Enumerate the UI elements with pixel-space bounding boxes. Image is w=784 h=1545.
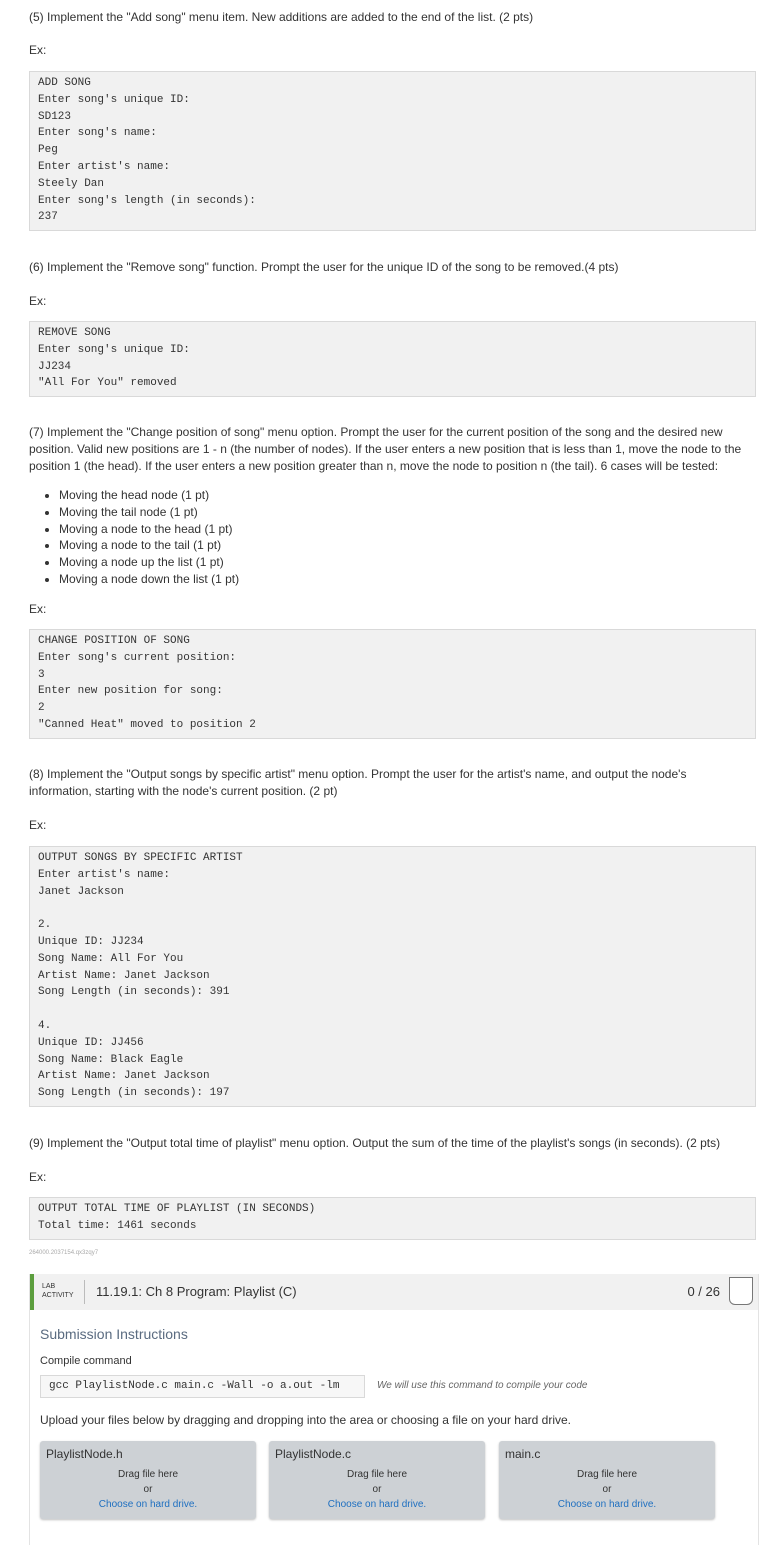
code-line: 2 xyxy=(38,702,45,715)
upload-instructions: Upload your files below by dragging and dropping into the area or choosing a file on your hard drive. xyxy=(40,1413,571,1427)
lab-activity-header xyxy=(30,1274,758,1310)
drag-hint: Drag file here xyxy=(346,1469,408,1480)
code-line: 2. xyxy=(38,919,52,932)
drag-hint: Drag file here xyxy=(117,1469,179,1480)
code-line xyxy=(38,1001,747,1018)
code-line: "Canned Heat" moved to position 2 xyxy=(38,718,256,731)
compile-command-label: Compile command xyxy=(40,1355,132,1367)
code-line: Steely Dan xyxy=(38,177,105,190)
list-item: • Moving the head node (1 pt) xyxy=(59,487,239,504)
code-line: Song Length (in seconds): 197 xyxy=(38,1087,230,1100)
code-line: JJ234 xyxy=(38,360,72,373)
file-name: PlaylistNode.h xyxy=(46,1447,123,1461)
section-6-code-block xyxy=(29,321,756,397)
code-line: Unique ID: JJ456 xyxy=(38,1036,144,1049)
list-item: • Moving a node to the tail (1 pt) xyxy=(59,537,239,554)
section-7-ex-label: Ex: xyxy=(29,602,47,616)
code-line: OUTPUT TOTAL TIME OF PLAYLIST (IN SECONDS) xyxy=(38,1203,316,1215)
watermark-id: 264000.2037154.qx3zqy7 xyxy=(29,1250,99,1256)
file-drop-zone-playlistnode-h[interactable] xyxy=(40,1441,256,1519)
code-line: Enter artist's name: xyxy=(38,160,171,173)
compile-command-note: We will use this command to compile your code xyxy=(377,1380,588,1391)
section-6-ex-label: Ex: xyxy=(29,294,47,308)
file-drop-zone-playlistnode-c[interactable] xyxy=(269,1441,485,1519)
code-line: 4. xyxy=(38,1019,52,1032)
header-divider xyxy=(84,1280,85,1304)
or-text: or xyxy=(143,1484,153,1495)
code-line: Enter song's unique ID: xyxy=(38,93,190,106)
list-item: • Moving a node up the list (1 pt) xyxy=(59,554,239,571)
code-line: Enter song's unique ID: xyxy=(38,343,190,356)
section-7-code-block xyxy=(29,629,756,739)
code-line: Song Name: All For You xyxy=(38,952,184,965)
lab-score: 0 / 26 xyxy=(687,1284,720,1299)
section-7-bullet-list xyxy=(41,487,239,588)
section-8-ex-label: Ex: xyxy=(29,818,47,832)
code-line: Enter song's length (in seconds): xyxy=(38,194,256,207)
code-line: ADD SONG xyxy=(38,77,91,89)
code-line: Enter song's current position: xyxy=(38,651,237,664)
choose-file-link[interactable]: Choose on hard drive. xyxy=(327,1499,427,1510)
code-line: Song Name: Black Eagle xyxy=(38,1053,184,1066)
lab-tag-line1: LAB xyxy=(42,1283,56,1290)
code-line: REMOVE SONG xyxy=(38,327,111,339)
code-line: Enter new position for song: xyxy=(38,685,223,698)
code-line: "All For You" removed xyxy=(38,377,177,390)
section-8-code-block xyxy=(29,846,756,1107)
or-text: or xyxy=(372,1484,382,1495)
choose-file-link[interactable]: Choose on hard drive. xyxy=(557,1499,657,1510)
lab-title: 11.19.1: Ch 8 Program: Playlist (C) xyxy=(96,1284,297,1299)
section-7-heading: (7) Implement the "Change position of song" menu option. Prompt the user for the current position of the song and the desired new position. Valid new positions are 1 - n (the number of nodes). If the user enters a new position that is less than 1, move the node to the position 1 (the head). If the user enters a new position greater than n, move the node to position n (the tail). 6 cases will be tested: xyxy=(29,425,742,473)
code-line: Total time: 1461 seconds xyxy=(38,1219,197,1232)
code-line xyxy=(38,900,747,917)
lab-tag-line2: ACTIVITY xyxy=(42,1292,74,1299)
list-item: • Moving a node down the list (1 pt) xyxy=(59,571,239,588)
submission-instructions-heading: Submission Instructions xyxy=(40,1326,188,1342)
code-line: Janet Jackson xyxy=(38,885,124,898)
code-line: CHANGE POSITION OF SONG xyxy=(38,635,190,647)
file-drop-zone-main-c[interactable] xyxy=(499,1441,715,1519)
code-line: Peg xyxy=(38,144,58,157)
section-9-heading: (9) Implement the "Output total time of playlist" menu option. Output the sum of the time of the playlist's songs (in seconds). (2 pts) xyxy=(29,1136,721,1150)
compile-command-box: gcc PlaylistNode.c main.c -Wall -o a.out -lm xyxy=(40,1375,365,1398)
code-line: 3 xyxy=(38,668,45,681)
code-line: Enter artist's name: xyxy=(38,868,171,881)
section-8-heading: (8) Implement the "Output songs by specific artist" menu option. Prompt the user for the artist's name, and output the node's information, starting with the node's current position. (2 pt) xyxy=(29,767,687,798)
list-item: • Moving the tail node (1 pt) xyxy=(59,504,239,521)
drag-hint: Drag file here xyxy=(576,1469,638,1480)
code-line: Artist Name: Janet Jackson xyxy=(38,1070,210,1083)
section-9-code-block xyxy=(29,1197,756,1240)
code-line: 237 xyxy=(38,211,58,224)
section-5-ex-label: Ex: xyxy=(29,43,47,57)
section-6-heading: (6) Implement the "Remove song" function. Prompt the user for the unique ID of the song to be removed.(4 pts) xyxy=(29,260,619,274)
or-text: or xyxy=(602,1484,612,1495)
code-line: Song Length (in seconds): 391 xyxy=(38,986,230,999)
completion-badge-icon xyxy=(729,1277,753,1305)
list-item: • Moving a node to the head (1 pt) xyxy=(59,521,239,538)
file-name: main.c xyxy=(505,1447,541,1461)
section-5-heading: (5) Implement the "Add song" menu item. New additions are added to the end of the list. (2 pts) xyxy=(29,10,534,24)
lab-activity-tag xyxy=(42,1282,74,1300)
section-9-ex-label: Ex: xyxy=(29,1170,47,1184)
code-line: Unique ID: JJ234 xyxy=(38,935,144,948)
code-line: Enter song's name: xyxy=(38,127,157,140)
section-5-code-block xyxy=(29,71,756,231)
choose-file-link[interactable]: Choose on hard drive. xyxy=(98,1499,198,1510)
code-line: SD123 xyxy=(38,110,72,123)
file-name: PlaylistNode.c xyxy=(275,1447,352,1461)
code-line: OUTPUT SONGS BY SPECIFIC ARTIST xyxy=(38,852,243,864)
lab-activity-panel xyxy=(29,1274,759,1545)
code-line: Artist Name: Janet Jackson xyxy=(38,969,210,982)
